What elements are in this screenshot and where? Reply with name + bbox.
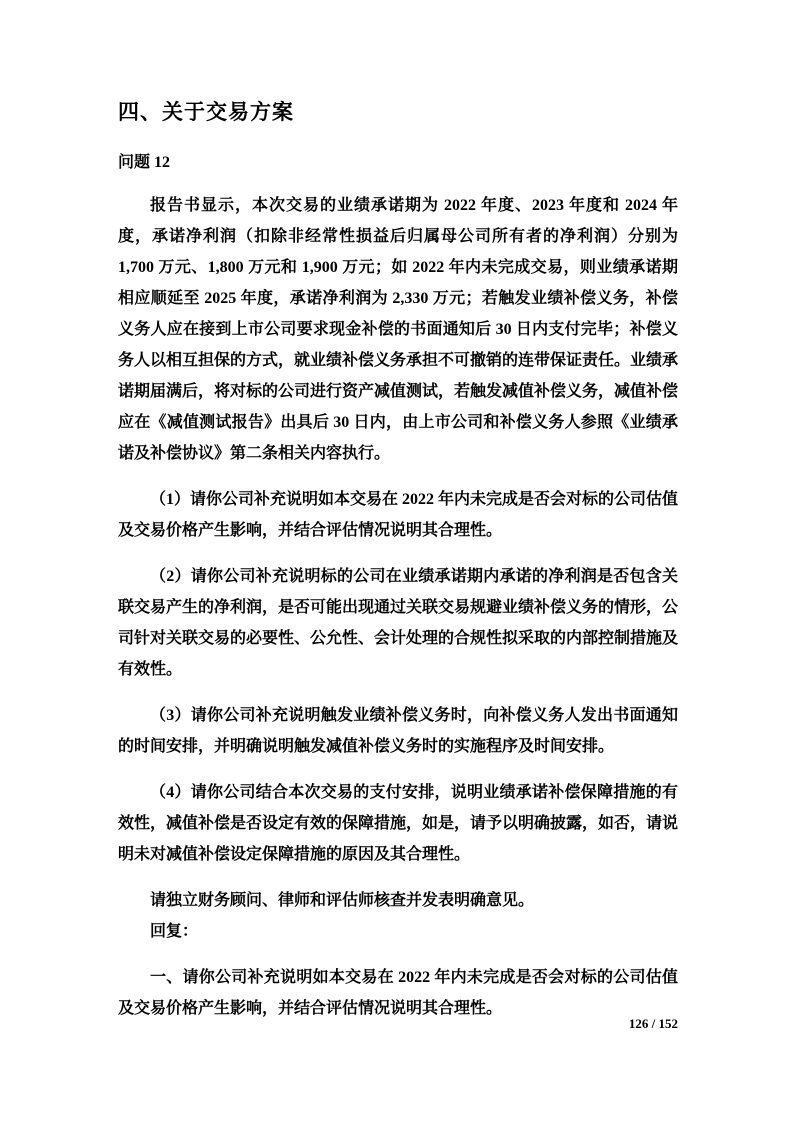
question-body-paragraph: 报告书显示，本次交易的业绩承诺期为 2022 年度、2023 年度和 2024 年度，承诺净利润（扣除非经常性损益后归属母公司所有者的净利润）分别为 1,700 万元、1,800 万元和 1,900 万元；如 2022 年内未完成交易，则业绩承诺期相应顺延至 2025 年度，承诺净利润为 2,330 万元；若触发业绩补偿义务，补偿义务人应在接到上市公司要求现金补偿的书面通知后 30 日内支付完毕；补偿义务人以相互担保的方式，就业绩补偿义务承担不可撤销的连带保证责任。业绩承诺期届满后，将对标的公司进行资产减值测试，若触发减值补偿义务，减值补偿应在《减值测试报告》出具后 30 日内，由上市公司和补偿义务人参照《业绩承诺及补偿协议》第二条相关内容执行。 (118, 197, 679, 463)
reply-heading: 一、请你公司补充说明如本交易在 2022 年内未完成是否会对标的公司估值及交易价格产生影响，并结合评估情况说明其合理性。 (118, 969, 678, 1018)
question-item-4: （4）请你公司结合本次交易的支付安排，说明业绩承诺补偿保障措施的有效性，减值补偿是否设定有效的保障措施，如是，请予以明确披露，如否，请说明未对减值补偿设定保障措施的原因及其合理性。 (118, 784, 679, 864)
question-item-3: （3）请你公司补充说明触发业绩补偿义务时，向补偿义务人发出书面通知的时间安排，并明确说明触发减值补偿义务时的实施程序及时间安排。 (118, 707, 678, 756)
question-label: 问题 12 (118, 154, 171, 172)
question-item-1: （1）请你公司补充说明如本交易在 2022 年内未完成是否会对标的公司估值及交易价格产生影响，并结合评估情况说明其合理性。 (118, 491, 679, 540)
document-content (118, 100, 678, 1039)
page-number: 126 / 152 (628, 1016, 678, 1031)
section-title: 四、关于交易方案 (118, 101, 294, 124)
verification-note: 请独立财务顾问、律师和评估师核查并发表明确意见。 (150, 892, 535, 910)
question-item-2: （2）请你公司补充说明标的公司在业绩承诺期内承诺的净利润是否包含关联交易产生的净利润，是否可能出现通过关联交易规避业绩补偿义务的情形，公司针对关联交易的必要性、公允性、会计处理的合规性拟采取的内部控制措施及有效性。 (118, 568, 679, 679)
reply-label: 回复： (150, 923, 199, 941)
